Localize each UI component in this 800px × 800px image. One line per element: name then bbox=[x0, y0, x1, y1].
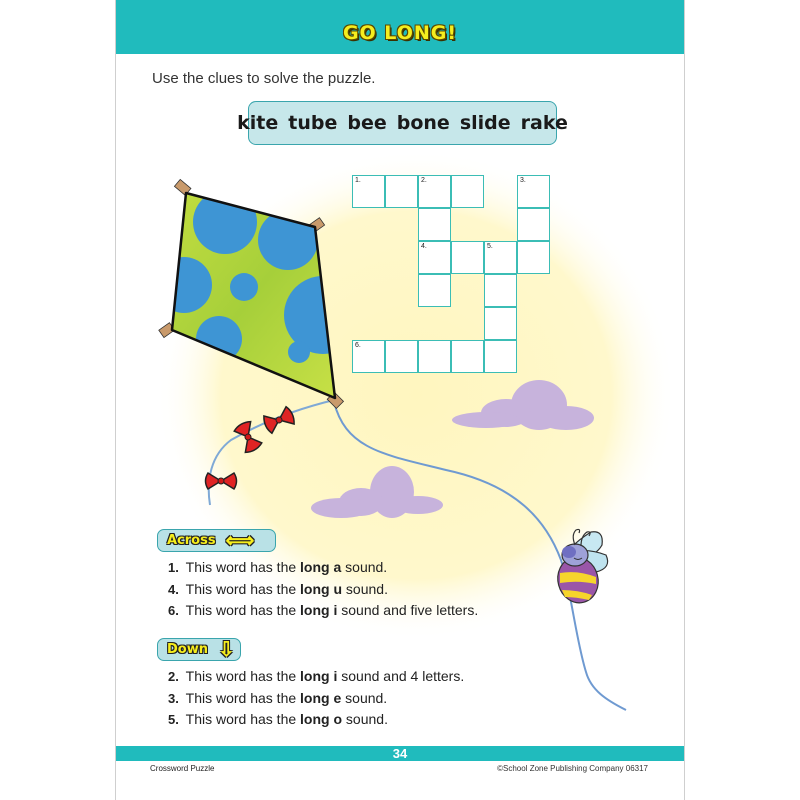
left-right-arrow-icon: ⟺ bbox=[225, 529, 255, 552]
cell-number: 5. bbox=[487, 243, 493, 250]
across-label: Across bbox=[167, 533, 216, 548]
word-bank-word: tube bbox=[288, 112, 338, 134]
crossword-cell[interactable] bbox=[352, 175, 385, 208]
crossword-cell[interactable] bbox=[451, 175, 484, 208]
footer-copyright: ©School Zone Publishing Company 06317 bbox=[497, 764, 648, 773]
crossword-cell[interactable] bbox=[484, 340, 517, 373]
clue-item: 6. This word has the long i sound and five letters. bbox=[168, 602, 479, 618]
crossword-cell[interactable] bbox=[352, 340, 385, 373]
page-number: 34 bbox=[392, 746, 408, 761]
crossword-cell[interactable] bbox=[418, 274, 451, 307]
crossword-cell[interactable] bbox=[418, 175, 451, 208]
across-clues bbox=[168, 559, 478, 624]
down-clues bbox=[168, 668, 464, 733]
cell-number: 6. bbox=[355, 342, 361, 349]
cell-number: 2. bbox=[421, 177, 427, 184]
crossword-cell[interactable] bbox=[418, 208, 451, 241]
clue-item: 2. This word has the long i sound and 4 letters. bbox=[168, 668, 465, 684]
crossword-cell[interactable] bbox=[385, 340, 418, 373]
clue-item: 1. This word has the long a sound. bbox=[168, 559, 388, 575]
word-bank-word: rake bbox=[520, 112, 568, 134]
footer-bar bbox=[116, 746, 684, 761]
crossword-cell[interactable] bbox=[517, 241, 550, 274]
crossword-cell[interactable] bbox=[484, 274, 517, 307]
page-title: GO LONG! bbox=[342, 22, 458, 44]
crossword-cell[interactable] bbox=[484, 241, 517, 274]
clue-item: 3. This word has the long e sound. bbox=[168, 689, 388, 706]
clue-item: 5. This word has the long o sound. bbox=[168, 711, 388, 727]
clue-item: 4. This word has the long u sound. bbox=[168, 580, 388, 597]
down-arrow-icon: ⇩ bbox=[218, 638, 235, 661]
crossword-cell[interactable] bbox=[418, 241, 451, 274]
word-bank-word: slide bbox=[459, 112, 511, 134]
worksheet-page bbox=[115, 0, 685, 800]
crossword-cell[interactable] bbox=[418, 340, 451, 373]
crossword-cell[interactable] bbox=[451, 241, 484, 274]
crossword-cell[interactable] bbox=[385, 175, 418, 208]
across-label-box bbox=[157, 529, 276, 552]
cell-number: 3. bbox=[520, 177, 526, 184]
word-bank-word: bone bbox=[396, 112, 450, 134]
cell-number: 4. bbox=[421, 243, 427, 250]
crossword-cell[interactable] bbox=[517, 208, 550, 241]
instructions: Use the clues to solve the puzzle. bbox=[152, 70, 376, 87]
crossword-cell[interactable] bbox=[484, 307, 517, 340]
word-bank-word: kite bbox=[237, 112, 279, 134]
footer-section-title: Crossword Puzzle bbox=[150, 764, 215, 773]
down-label: Down bbox=[167, 642, 208, 657]
word-bank-word: bee bbox=[347, 112, 387, 134]
cell-number: 1. bbox=[355, 177, 361, 184]
down-label-box bbox=[157, 638, 241, 661]
crossword-cell[interactable] bbox=[517, 175, 550, 208]
crossword-cell[interactable] bbox=[451, 340, 484, 373]
